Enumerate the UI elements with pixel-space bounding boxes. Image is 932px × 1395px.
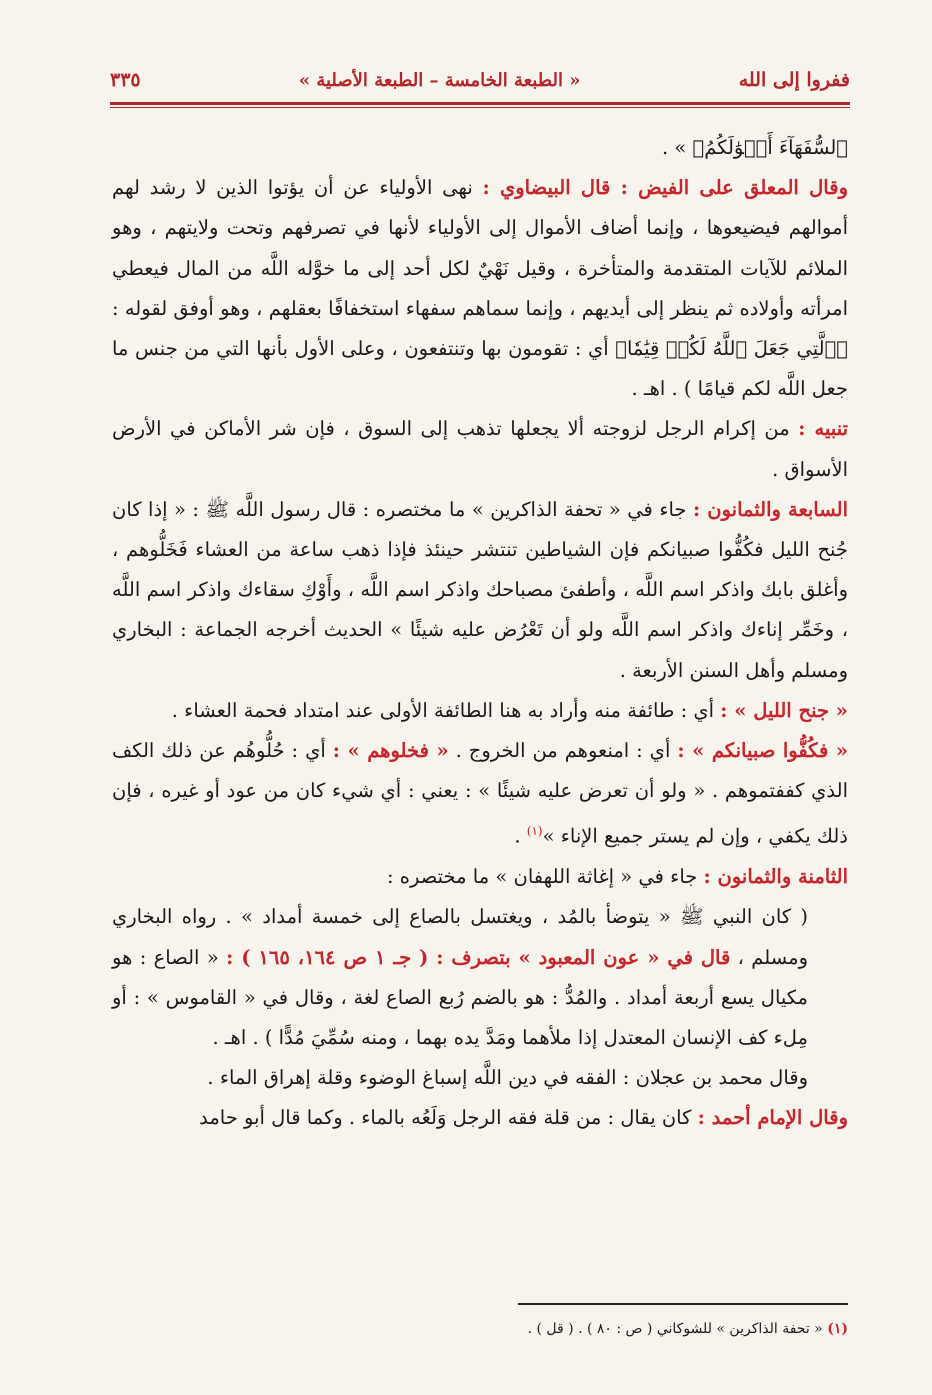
running-header: [110, 60, 850, 100]
paragraph: [112, 731, 848, 857]
paragraph-lead: وقال الإمام أحمد :: [697, 1106, 848, 1130]
paragraph-text: من إكرام الرجل لزوجته ألا يجعلها تذهب إلى السوق ، فإن شر الأماكن في الأرض الأسواق .: [112, 417, 848, 481]
paragraph-text: ﭐﻟﺴُّﻔَﻬَﺎٓءَ أَمۡوَٰلَكُمُ﴾ » .: [661, 136, 848, 159]
paragraph: [112, 897, 848, 1058]
footnote-text: « تحفة الذاكرين » للشوكاني ( ص : ٨٠ ) . ( قل ) .: [527, 1321, 823, 1337]
paragraph-lead: وقال المعلق على الفيض : قال البيضاوي :: [482, 176, 848, 200]
paragraph-text: كان يقال : من قلة فقه الرجل وَلَعُه بالماء . وكما قال أبو حامد: [199, 1106, 692, 1130]
main-text: [112, 128, 848, 1139]
paragraph-lead: الثامنة والثمانون :: [703, 865, 848, 889]
footnote-rule: [518, 1303, 848, 1305]
footnote-mark: (١): [827, 1321, 848, 1337]
paragraph-text: نهى الأولياء عن أن يؤتوا الذين لا رشد لهم أموالهم فيضيعوها ، وإنما أضاف الأموال إلى الأولياء لأنها في تصرفهم وتحت ولايتهم ، وهو الملائم للآيات المتقدمة والمتأخرة ، وقيل نَهْيٌ لكل أحد إلى ما خوَّله اللَّه من المال فيعطي امرأته وأولاده ثم ينظر إلى أيديهم ، وإنما سماهم سفهاء استخفافًا بعقلهم ، وهو أوفق لقوله : ﴿ٱلَّتِي جَعَلَ ٱللَّهُ لَكُمۡ قِيَٰمٗا﴾ أي : تقومون بها وتنتفعون ، وعلى الأول بأنها التي من جنس ما جعل اللَّه لكم قيامًا ) . اهـ .: [112, 176, 848, 401]
page-number: ٣٣٥: [110, 69, 141, 91]
paragraph: [112, 490, 848, 691]
paragraph: [112, 168, 848, 409]
paragraph-text-2: أي : حُلُّوهُم عن ذلك الكف الذي كففتموهم . « ولو أن تعرض عليه شيئًا » : يعني : أي شيء كان من عود أو غيره ، فإن ذلك يكفي ، وإن لم يستر جميع الإناء »: [112, 739, 848, 848]
edition-label: « الطبعة الخامسة – الطبعة الأصلية »: [298, 69, 581, 91]
paragraph-text-2: « الصاع : هو مكيال يسع أربعة أمداد . والمُدُّ : هو بالضم رُبع الصاع لغة ، وقال في « القاموس » : أو مِلء كف الإنسان المعتدل إذا ملأهما ومَدَّ يده بهما ، ومنه سُمِّيَ مُدًّا ) . اهـ .: [112, 945, 808, 1049]
paragraph-text: جاء في « تحفة الذاكرين » ما مختصره : قال رسول اللَّه ﷺ : « إذا كان جُنح الليل فكُفُّوا صبيانكم فإن الشياطين تنتشر حينئذ فإذا ذهب ساعة من العشاء فَخَلُّوهم ، وأغلق بابك واذكر اسم اللَّه ، وأطفئ مصباحك واذكر اسم اللَّه ، وأَوْكِ سقاءك واذكر اسم اللَّه ، وخَمِّر إناءك واذكر اسم اللَّه ولو أن تَعْرُض عليه شيئًا » الحديث أخرجه الجماعة : البخاري ومسلم وأهل السنن الأربعة .: [112, 497, 848, 682]
paragraph-text: وقال محمد بن عجلان : الفقه في دين اللَّه إسباغ الوضوء وقلة إهراق الماء .: [207, 1066, 808, 1090]
paragraph-text: ( كان النبي ﷺ « يتوضأ بالمُد ، ويغتسل بالصاع إلى خمسة أمداد » . رواه البخاري ومسلم ،: [112, 905, 808, 969]
paragraph-lead: « جنح الليل » :: [720, 698, 848, 722]
footnote-ref[interactable]: (١): [526, 824, 543, 839]
paragraph-text: أي : طائفة منه وأراد به هنا الطائفة الأولى عند امتداد فحمة العشاء .: [171, 698, 715, 722]
paragraph: [112, 128, 848, 168]
paragraph-lead-2: « فخلوهم » :: [332, 739, 449, 763]
book-title: ففروا إلى الله: [738, 69, 850, 91]
paragraph-lead: « فكُفُّوا صبيانكم » :: [677, 739, 849, 763]
paragraph-lead: السابعة والثمانون :: [692, 497, 849, 521]
header-rule: [110, 102, 850, 105]
paragraph: [112, 857, 848, 897]
paragraph: [112, 1058, 848, 1098]
footnote: [112, 1318, 848, 1340]
header-rule-thin: [110, 107, 850, 108]
paragraph-text: جاء في « إغاثة اللهفان » ما مختصره :: [387, 865, 698, 889]
paragraph-text: أي : امنعوهم من الخروج .: [455, 739, 671, 763]
paragraph-lead: تنبيه :: [798, 417, 848, 441]
paragraph-tail: .: [514, 824, 527, 848]
paragraph-lead-2: قال في « عون المعبود » بتصرف : ( جـ ١ ص ١٦٤، ١٦٥ ) :: [226, 945, 731, 969]
paragraph: [112, 691, 848, 731]
paragraph: [112, 1098, 848, 1138]
paragraph: [112, 409, 848, 489]
